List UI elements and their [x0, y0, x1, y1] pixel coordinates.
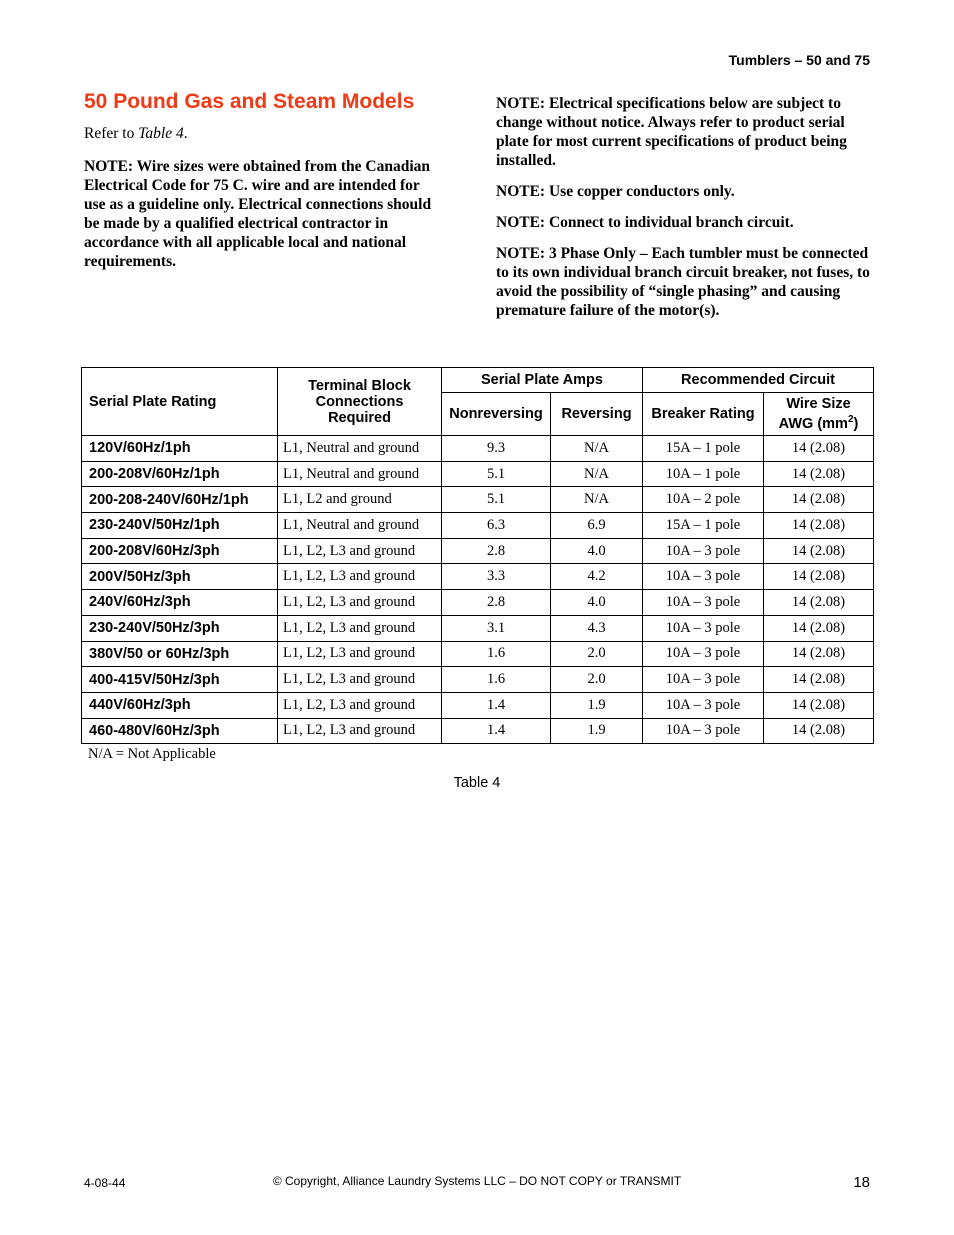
table-row [82, 461, 874, 487]
cell-wire-size: 14 (2.08) [764, 615, 874, 641]
cell-reversing-amps: 6.9 [551, 513, 643, 539]
cell-terminal-connections: L1, L2, L3 and ground [278, 564, 442, 590]
table-row [82, 513, 874, 539]
footer-copyright: © Copyright, Alliance Laundry Systems LLC – DO NOT COPY or TRANSMIT [272, 1174, 682, 1188]
cell-nonreversing-amps: 5.1 [442, 461, 551, 487]
cell-terminal-connections: L1, L2, L3 and ground [278, 692, 442, 718]
header-terminal-block: Terminal Block Connections Required [278, 368, 442, 436]
cell-wire-size: 14 (2.08) [764, 564, 874, 590]
cell-breaker-rating: 15A – 1 pole [643, 513, 764, 539]
cell-breaker-rating: 10A – 3 pole [643, 718, 764, 744]
cell-terminal-connections: L1, L2, L3 and ground [278, 641, 442, 667]
table-header-row [82, 368, 874, 393]
cell-reversing-amps: 2.0 [551, 641, 643, 667]
right-column [496, 94, 876, 332]
cell-nonreversing-amps: 6.3 [442, 513, 551, 539]
cell-serial-plate-rating: 240V/60Hz/3ph [82, 590, 278, 616]
header-reversing: Reversing [551, 393, 643, 436]
wire-size-suffix: ) [853, 415, 859, 432]
cell-wire-size: 14 (2.08) [764, 538, 874, 564]
table-row [82, 667, 874, 693]
cell-serial-plate-rating: 400-415V/50Hz/3ph [82, 667, 278, 693]
cell-terminal-connections: L1, L2 and ground [278, 487, 442, 513]
cell-nonreversing-amps: 1.4 [442, 718, 551, 744]
cell-terminal-connections: L1, L2, L3 and ground [278, 615, 442, 641]
cell-terminal-connections: L1, Neutral and ground [278, 436, 442, 462]
note-electrical-specs: NOTE: Electrical specifications below are subject to change without notice. Always refer to product serial plate for most current specifications of product being installed. [496, 95, 847, 169]
cell-wire-size: 14 (2.08) [764, 487, 874, 513]
cell-terminal-connections: L1, Neutral and ground [278, 513, 442, 539]
cell-terminal-connections: L1, L2, L3 and ground [278, 538, 442, 564]
wire-size-label: Wire Size AWG (mm [778, 396, 851, 432]
cell-breaker-rating: 10A – 3 pole [643, 641, 764, 667]
cell-breaker-rating: 15A – 1 pole [643, 436, 764, 462]
left-column [84, 90, 444, 283]
cell-serial-plate-rating: 200-208V/60Hz/3ph [82, 538, 278, 564]
note-three-phase: NOTE: 3 Phase Only – Each tumbler must be connected to its own individual branch circuit breaker, not fuses, to avoid the possibility of “single phasing” and causing premature failure of the motor(s). [496, 245, 870, 319]
footer-doc-number: 4-08-44 [84, 1176, 126, 1190]
cell-reversing-amps: 1.9 [551, 718, 643, 744]
cell-breaker-rating: 10A – 3 pole [643, 692, 764, 718]
cell-nonreversing-amps: 1.6 [442, 641, 551, 667]
cell-nonreversing-amps: 5.1 [442, 487, 551, 513]
cell-breaker-rating: 10A – 3 pole [643, 667, 764, 693]
cell-breaker-rating: 10A – 2 pole [643, 487, 764, 513]
cell-reversing-amps: 2.0 [551, 667, 643, 693]
running-header: Tumblers – 50 and 75 [728, 52, 870, 68]
table-footnote: N/A = Not Applicable [88, 746, 216, 762]
cell-wire-size: 14 (2.08) [764, 692, 874, 718]
cell-reversing-amps: N/A [551, 487, 643, 513]
cell-reversing-amps: 1.9 [551, 692, 643, 718]
table-row [82, 538, 874, 564]
note-wire-sizes: NOTE: Wire sizes were obtained from the Canadian Electrical Code for 75 C. wire and are intended for use as a guideline only. Electrical connections should be made by a qualified electrical contractor in accordance with all applicable local and national requirements. [84, 158, 432, 270]
cell-serial-plate-rating: 440V/60Hz/3ph [82, 692, 278, 718]
section-title: 50 Pound Gas and Steam Models [84, 90, 415, 113]
table-row [82, 641, 874, 667]
table-body [82, 436, 874, 744]
cell-nonreversing-amps: 9.3 [442, 436, 551, 462]
table-caption: Table 4 [453, 775, 501, 791]
cell-serial-plate-rating: 200-208-240V/60Hz/1ph [82, 487, 278, 513]
cell-reversing-amps: 4.2 [551, 564, 643, 590]
cell-serial-plate-rating: 200-208V/60Hz/1ph [82, 461, 278, 487]
note-branch-circuit: NOTE: Connect to individual branch circuit. [496, 214, 794, 231]
cell-breaker-rating: 10A – 3 pole [643, 590, 764, 616]
cell-wire-size: 14 (2.08) [764, 461, 874, 487]
cell-wire-size: 14 (2.08) [764, 513, 874, 539]
header-breaker-rating: Breaker Rating [643, 393, 764, 436]
cell-nonreversing-amps: 1.4 [442, 692, 551, 718]
cell-serial-plate-rating: 380V/50 or 60Hz/3ph [82, 641, 278, 667]
cell-breaker-rating: 10A – 1 pole [643, 461, 764, 487]
table-row [82, 692, 874, 718]
cell-wire-size: 14 (2.08) [764, 718, 874, 744]
cell-wire-size: 14 (2.08) [764, 667, 874, 693]
header-serial-plate-amps: Serial Plate Amps [442, 368, 643, 393]
cell-breaker-rating: 10A – 3 pole [643, 615, 764, 641]
header-serial-plate-rating: Serial Plate Rating [82, 368, 278, 436]
cell-nonreversing-amps: 2.8 [442, 590, 551, 616]
table-row [82, 436, 874, 462]
table-reference-link[interactable]: Table 4 [138, 125, 184, 142]
table-row [82, 487, 874, 513]
table-row [82, 564, 874, 590]
wire-size-superscript: 2 [847, 414, 854, 426]
cell-terminal-connections: L1, L2, L3 and ground [278, 718, 442, 744]
cell-wire-size: 14 (2.08) [764, 436, 874, 462]
cell-terminal-connections: L1, Neutral and ground [278, 461, 442, 487]
table-row [82, 718, 874, 744]
cell-wire-size: 14 (2.08) [764, 641, 874, 667]
cell-terminal-connections: L1, L2, L3 and ground [278, 590, 442, 616]
electrical-spec-table [81, 367, 874, 744]
cell-nonreversing-amps: 3.3 [442, 564, 551, 590]
cell-serial-plate-rating: 460-480V/60Hz/3ph [82, 718, 278, 744]
cell-reversing-amps: N/A [551, 461, 643, 487]
cell-wire-size: 14 (2.08) [764, 590, 874, 616]
header-wire-size [764, 393, 874, 436]
cell-serial-plate-rating: 230-240V/50Hz/3ph [82, 615, 278, 641]
refer-prefix: Refer to [84, 125, 139, 142]
cell-reversing-amps: 4.0 [551, 590, 643, 616]
header-nonreversing: Nonreversing [442, 393, 551, 436]
table-row [82, 590, 874, 616]
cell-breaker-rating: 10A – 3 pole [643, 564, 764, 590]
cell-terminal-connections: L1, L2, L3 and ground [278, 667, 442, 693]
refer-paragraph [84, 124, 444, 143]
table-row [82, 615, 874, 641]
cell-nonreversing-amps: 1.6 [442, 667, 551, 693]
footer-page-number: 18 [853, 1174, 870, 1191]
cell-nonreversing-amps: 2.8 [442, 538, 551, 564]
cell-reversing-amps: N/A [551, 436, 643, 462]
header-recommended-circuit: Recommended Circuit [643, 368, 874, 393]
cell-reversing-amps: 4.3 [551, 615, 643, 641]
cell-serial-plate-rating: 230-240V/50Hz/1ph [82, 513, 278, 539]
cell-nonreversing-amps: 3.1 [442, 615, 551, 641]
cell-reversing-amps: 4.0 [551, 538, 643, 564]
refer-suffix: . [183, 125, 188, 142]
cell-serial-plate-rating: 200V/50Hz/3ph [82, 564, 278, 590]
cell-serial-plate-rating: 120V/60Hz/1ph [82, 436, 278, 462]
note-copper-conductors: NOTE: Use copper conductors only. [496, 183, 735, 200]
cell-breaker-rating: 10A – 3 pole [643, 538, 764, 564]
